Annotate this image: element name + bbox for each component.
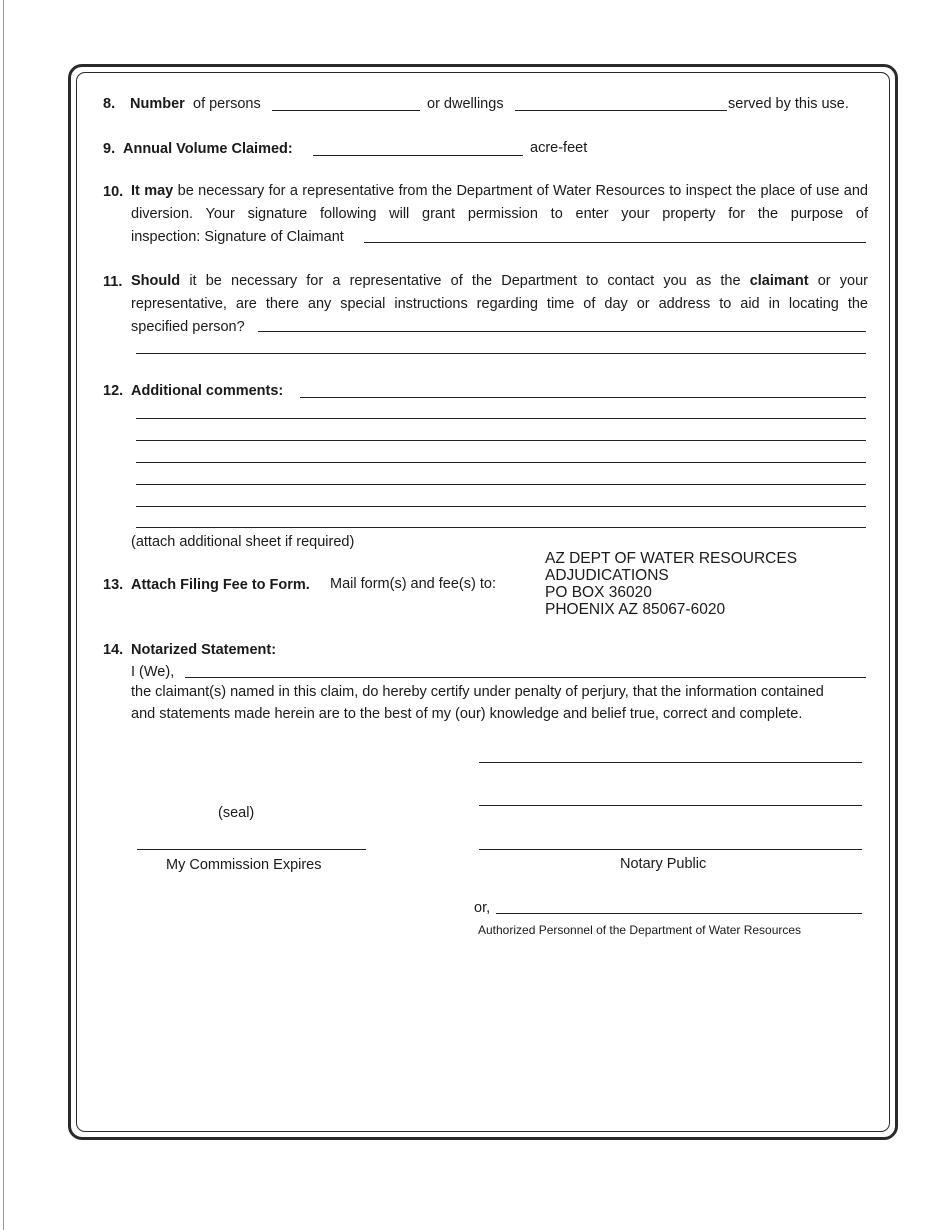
item-9-label: Annual Volume Claimed: — [123, 141, 293, 157]
signature-line-2[interactable] — [479, 805, 862, 806]
dwellings-field[interactable] — [515, 110, 727, 111]
item-11-body-2: or your representative, are there any special instructions regarding time of day or address to aid in locating the — [131, 273, 869, 312]
item-11-body-1: it be necessary for a representative of the Department to contact you as the — [189, 273, 741, 289]
special-instructions-field-2[interactable] — [136, 353, 866, 354]
authorized-personnel-label: Authorized Personnel of the Department of Water Resources — [478, 923, 802, 937]
comments-line-6[interactable] — [136, 506, 866, 507]
mailing-address — [545, 550, 797, 618]
signature-line-1[interactable] — [479, 762, 862, 763]
commission-expires-label: My Commission Expires — [166, 857, 322, 873]
item-10-text — [131, 180, 868, 226]
item-11-number: 11. — [103, 274, 123, 290]
claimant-signature-field[interactable] — [364, 242, 866, 243]
item-8-label-bold: Number — [130, 96, 185, 112]
comments-line-7[interactable] — [136, 527, 866, 528]
item-9-unit: acre-feet — [530, 140, 588, 156]
certifier-name-field[interactable] — [185, 677, 866, 678]
item-14-i-we: I (We), — [131, 664, 175, 680]
authorized-personnel-field[interactable] — [496, 913, 862, 914]
persons-field[interactable] — [272, 110, 420, 111]
seal-label: (seal) — [218, 805, 255, 821]
item-11-text — [131, 270, 868, 316]
special-instructions-field[interactable] — [258, 331, 866, 332]
item-9-number: 9. — [103, 141, 116, 157]
item-13-label: Mail form(s) and fee(s) to: — [330, 576, 496, 592]
comments-line-1[interactable] — [300, 397, 866, 398]
comments-line-3[interactable] — [136, 440, 866, 441]
item-11-last-line: specified person? — [131, 319, 245, 335]
item-11-lead: Should — [131, 273, 181, 289]
item-10-lead: It may — [131, 183, 174, 199]
notary-public-label: Notary Public — [620, 856, 707, 872]
item-10-body: be necessary for a representative from the Department of Water Resources to inspect the place of use and diversion. Your signature following will grant permission to enter your property for the purpose of — [131, 183, 868, 222]
item-8-middle: or dwellings — [427, 96, 504, 112]
item-10-last-line: inspection: Signature of Claimant — [131, 229, 344, 245]
item-12-label: Additional comments: — [131, 383, 284, 399]
item-14-line-1: the claimant(s) named in this claim, do hereby certify under penalty of perjury, that the information contained — [131, 684, 824, 700]
notary-signature-field[interactable] — [479, 849, 862, 850]
item-14-number: 14. — [103, 642, 124, 658]
item-8-number: 8. — [103, 96, 116, 112]
item-8-tail: served by this use. — [728, 96, 849, 112]
item-8-label: of persons — [193, 96, 261, 112]
comments-line-5[interactable] — [136, 484, 866, 485]
item-12-note: (attach additional sheet if required) — [131, 534, 355, 550]
item-10-number: 10. — [103, 184, 124, 200]
commission-expires-field[interactable] — [137, 849, 366, 850]
or-label: or, — [474, 900, 491, 916]
item-14-label: Notarized Statement: — [131, 642, 277, 658]
comments-line-2[interactable] — [136, 418, 866, 419]
address-line: ADJUDICATIONS — [545, 567, 669, 584]
annual-volume-field[interactable] — [313, 155, 523, 156]
item-13-number: 13. — [103, 577, 124, 593]
comments-line-4[interactable] — [136, 462, 866, 463]
item-13-label-bold: Attach Filing Fee to Form. — [131, 577, 310, 593]
item-11-bold-word: claimant — [749, 273, 809, 289]
address-line: AZ DEPT OF WATER RESOURCES — [545, 550, 798, 567]
address-line: PHOENIX AZ 85067-6020 — [545, 601, 726, 618]
item-14-line-2: and statements made herein are to the best of my (our) knowledge and belief true, correct and complete. — [131, 706, 803, 722]
address-line: PO BOX 36020 — [545, 584, 652, 601]
item-12-number: 12. — [103, 383, 124, 399]
page-edge — [3, 0, 4, 1230]
